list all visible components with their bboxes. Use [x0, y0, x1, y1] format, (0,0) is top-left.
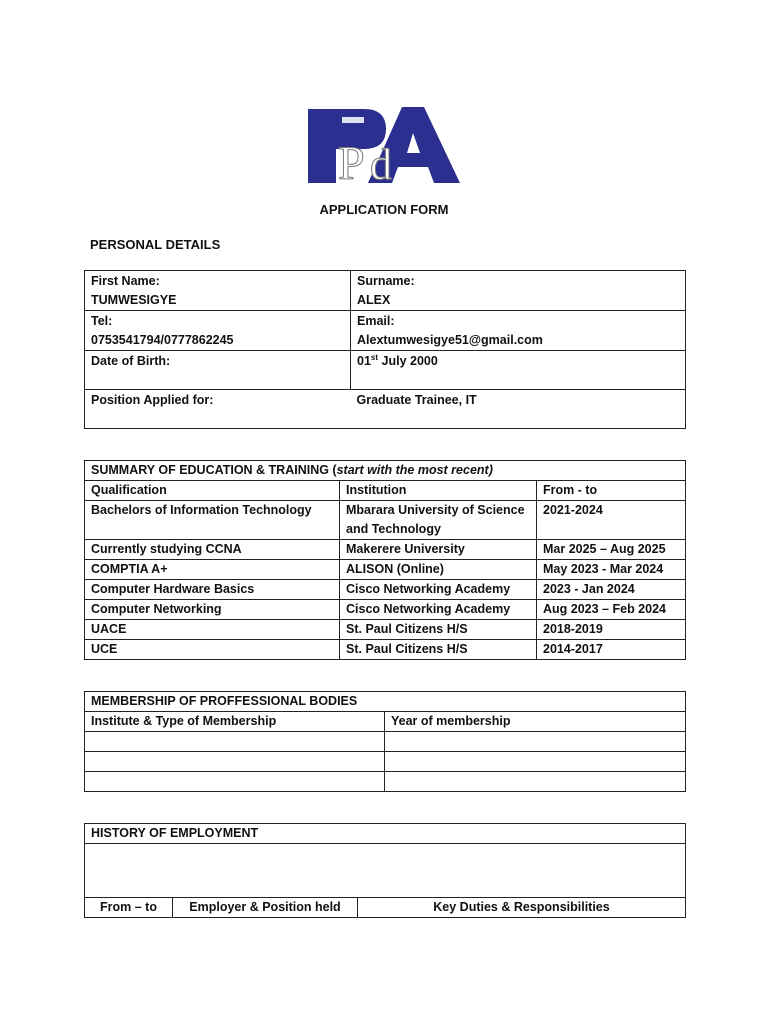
table-row	[85, 390, 686, 429]
table-row	[85, 580, 686, 600]
period-cell: 2023 - Jan 2024	[537, 580, 686, 600]
qualification-cell: Bachelors of Information Technology	[85, 501, 340, 540]
education-heading-text: SUMMARY OF EDUCATION & TRAINING (	[91, 463, 337, 477]
email-cell	[351, 311, 686, 351]
table-row	[85, 271, 686, 311]
table-row	[85, 692, 686, 712]
period-cell: Aug 2023 – Feb 2024	[537, 600, 686, 620]
first-name-cell	[85, 271, 351, 311]
table-row	[85, 600, 686, 620]
table-row	[85, 461, 686, 481]
tel-cell	[85, 311, 351, 351]
education-heading	[85, 461, 686, 481]
table-row	[85, 640, 686, 660]
qualification-cell: Computer Hardware Basics	[85, 580, 340, 600]
table-row	[85, 732, 686, 752]
qualification-cell: COMPTIA A+	[85, 560, 340, 580]
table-row	[85, 824, 686, 844]
dob-label-cell	[85, 351, 351, 390]
personal-details-table	[84, 270, 686, 429]
table-row	[85, 311, 686, 351]
table-row	[85, 844, 686, 898]
period-cell: 2021-2024	[537, 501, 686, 540]
empty-cell	[385, 732, 686, 752]
qualification-cell: Currently studying CCNA	[85, 540, 340, 560]
position-value: Graduate Trainee, IT	[356, 393, 477, 407]
dob-label: Date of Birth:	[91, 354, 171, 368]
education-heading-note: start with the most recent)	[336, 463, 493, 477]
institution-cell: Cisco Networking Academy	[340, 580, 537, 600]
table-row	[85, 752, 686, 772]
dob-value-cell	[351, 351, 686, 390]
employment-table	[84, 823, 686, 918]
empty-cell	[85, 732, 385, 752]
table-header-row	[85, 898, 686, 918]
empty-cell	[385, 772, 686, 792]
period-cell: Mar 2025 – Aug 2025	[537, 540, 686, 560]
column-header: From - to	[537, 481, 686, 501]
empty-cell	[85, 772, 385, 792]
membership-heading: MEMBERSHIP OF PROFFESSIONAL BODIES	[85, 692, 686, 712]
column-header: Institute & Type of Membership	[85, 712, 385, 732]
pda-logo	[306, 103, 462, 185]
institution-cell: Cisco Networking Academy	[340, 600, 537, 620]
table-row	[85, 620, 686, 640]
surname-cell	[351, 271, 686, 311]
qualification-cell: Computer Networking	[85, 600, 340, 620]
table-row	[85, 540, 686, 560]
dob-day: 01	[357, 354, 371, 368]
column-header: From – to	[85, 898, 173, 918]
position-label: Position Applied for:	[91, 393, 214, 407]
empty-cell	[385, 752, 686, 772]
dob-value	[357, 352, 679, 371]
period-cell: 2018-2019	[537, 620, 686, 640]
position-value-cell	[351, 390, 686, 429]
first-name-label: First Name:	[91, 274, 160, 288]
table-row	[85, 560, 686, 580]
education-table	[84, 460, 686, 660]
first-name-value: TUMWESIGYE	[91, 293, 177, 307]
column-header: Employer & Position held	[173, 898, 358, 918]
period-cell: 2014-2017	[537, 640, 686, 660]
email-value: Alextumwesigye51@gmail.com	[357, 333, 543, 347]
personal-details-heading: PERSONAL DETAILS	[90, 237, 221, 252]
empty-cell	[85, 844, 686, 898]
period-cell: May 2023 - Mar 2024	[537, 560, 686, 580]
institution-cell: St. Paul Citizens H/S	[340, 640, 537, 660]
institution-cell: St. Paul Citizens H/S	[340, 620, 537, 640]
tel-value: 0753541794/0777862245	[91, 333, 234, 347]
column-header: Qualification	[85, 481, 340, 501]
svg-text:d: d	[370, 140, 392, 185]
table-header-row	[85, 481, 686, 501]
institution-cell: Makerere University	[340, 540, 537, 560]
table-row	[85, 501, 686, 540]
dob-rest: July 2000	[378, 354, 438, 368]
column-header: Year of membership	[385, 712, 686, 732]
table-header-row	[85, 712, 686, 732]
tel-label: Tel:	[91, 314, 113, 328]
column-header: Institution	[340, 481, 537, 501]
surname-value: ALEX	[357, 293, 391, 307]
qualification-cell: UCE	[85, 640, 340, 660]
dob-suffix: st	[370, 352, 379, 362]
empty-cell	[85, 752, 385, 772]
email-label: Email:	[357, 314, 395, 328]
qualification-cell: UACE	[85, 620, 340, 640]
pda-logo-graphic	[306, 103, 462, 185]
table-row	[85, 772, 686, 792]
institution-cell: Mbarara University of Science and Technology	[340, 501, 537, 540]
table-row	[85, 351, 686, 390]
position-label-cell	[85, 390, 351, 429]
svg-text:P: P	[338, 137, 365, 185]
membership-table	[84, 691, 686, 792]
institution-cell: ALISON (Online)	[340, 560, 537, 580]
column-header: Key Duties & Responsibilities	[358, 898, 686, 918]
employment-heading: HISTORY OF EMPLOYMENT	[85, 824, 686, 844]
form-title: APPLICATION FORM	[319, 202, 449, 217]
surname-label: Surname:	[357, 274, 415, 288]
